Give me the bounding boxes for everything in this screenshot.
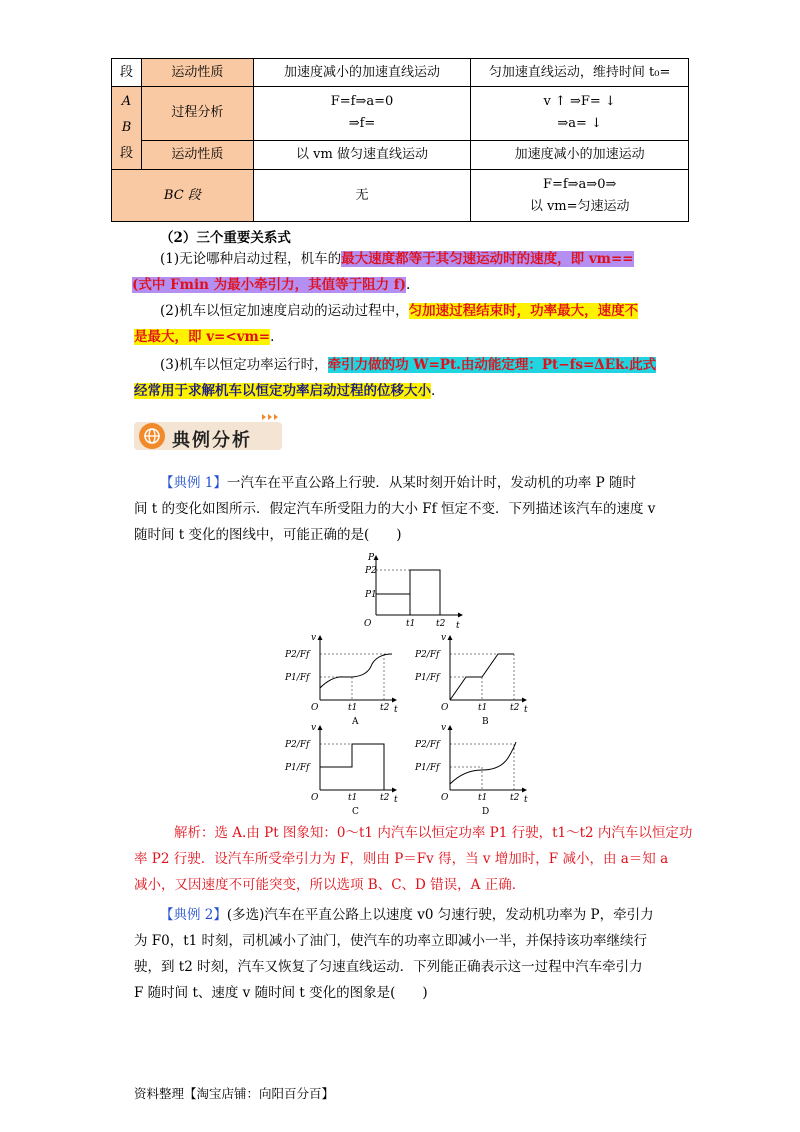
example-tag: 【典例 2】 [160,907,227,923]
axis-label: P [368,553,375,563]
graph-panel-a [284,633,398,727]
origin-label: O [311,703,319,713]
banner-title: 典例分析 [172,430,252,451]
axis-label: v [311,723,317,733]
option-label: A [352,717,359,727]
example-figure [280,548,530,816]
table-cell: 段 [112,59,142,87]
text: . [406,277,411,293]
highlight-text: 匀加速过程结束时，功率最大，速度不 [408,303,639,319]
text: 随时间 t 变化的图线中，可能正确的是( ) [134,527,402,543]
tick-label: P1 [365,590,377,600]
axis-label: v [441,633,447,643]
table-cell: BC 段 [112,170,254,222]
text: 为 F0，t1 时刻，司机减小了油门，使汽车的功率立即减小一半，并保持该功率继续行 [134,933,648,949]
axis-label: t [394,705,398,715]
section-title: （2）三个重要关系式 [160,230,291,246]
highlight-text: 是最大，即 v=<vm= [134,329,271,345]
tick-label: P1/Ff [415,673,440,683]
tick-label: P1/Ff [415,763,440,773]
table-cell: 加速度减小的加速直线运动 [253,59,471,87]
highlight-text: 最大速度都等于其匀速运动时的速度，即 vm== [341,251,634,267]
axis-label: t [394,795,398,805]
tick-label: t1 [406,619,416,629]
tick-label: t2 [380,703,390,713]
tick-label: t1 [478,793,488,803]
text: 率 P2 行驶．设汽车所受牵引力为 F，则由 P＝Fv 得，当 v 增加时，F 减小，由 a＝知 a [134,851,669,867]
tick-label: t2 [380,793,390,803]
text: . [431,383,436,399]
origin-label: O [364,619,372,629]
axis-label: t [524,705,528,715]
text: (3)机车以恒定功率运行时， [160,357,328,373]
graph-panel-c [284,723,398,816]
origin-label: O [441,703,449,713]
tick-label: P2/Ff [285,650,310,660]
option-label: B [482,717,489,727]
text: 减小，又因速度不可能突变，所以选项 B、C、D 错误，A 正确． [134,877,526,893]
option-label: C [352,807,359,816]
text: 一汽车在平直公路上行驶．从某时刻开始计时，发动机的功率 P 随时 [226,475,637,491]
text: 驶，到 t2 时刻，汽车又恢复了匀速直线运动．下列能正确表示这一过程中汽车牵引力 [134,959,643,975]
relation-1 [134,246,674,298]
table-cell [112,87,142,170]
text: (1)无论哪种启动过程，机车的 [160,251,342,267]
text: 间 t 的变化如图所示．假定汽车所受阻力的大小 Ff 恒定不变．下列描述该汽车的速度 v [134,501,656,517]
formula: v ↑ ⇒F= ↓ [543,94,616,110]
text: (多选)汽车在平直公路上以速度 v0 匀速行驶，发动机功率为 P，牵引力 [226,907,654,923]
text: F 随时间 t、速度 v 随时间 t 变化的图象是( ) [134,985,428,1001]
relation-2 [134,298,674,350]
table-cell [471,170,689,222]
segment-label: 段 [119,146,133,161]
tick-label: P2 [365,566,377,576]
graph-panel-d [414,723,528,816]
power-time-graph [364,553,463,631]
origin-label: O [311,793,319,803]
formula: ⇒f= [348,116,376,132]
relation-3 [134,352,674,404]
example-1 [134,470,674,548]
origin-label: O [441,793,449,803]
example-2 [134,902,674,1006]
graph-panel-b [414,633,528,727]
tick-label: P2/Ff [415,650,440,660]
table-row [112,140,689,169]
tick-label: t2 [510,703,520,713]
table-row [112,170,689,222]
tick-label: t2 [436,619,446,629]
table-row [112,87,689,141]
table-cell: 以 vm 做匀速直线运动 [253,140,471,169]
table-cell [471,87,689,141]
table-cell: 过程分析 [141,87,253,141]
table-cell: 运动性质 [141,140,253,169]
tick-label: P2/Ff [415,740,440,750]
formula: F=f⇒a=0 [330,94,394,110]
footer: 资料整理【淘宝店铺：向阳百分百】 [134,1086,335,1101]
table-row [112,59,689,87]
formula: 以 vm=匀速运动 [529,198,630,214]
tick-label: P1/Ff [285,673,310,683]
axis-label: t [456,621,460,631]
section-banner [134,412,286,452]
motion-table [111,58,689,222]
tick-label: t1 [348,793,358,803]
text: 解析：选 A.由 Pt 图象知：0～t1 内汽车以恒定功率 P1 行驶，t1～t2 内汽车以恒定功 [174,825,693,841]
example-tag: 【典例 1】 [160,475,227,491]
segment-letter-a: A [121,94,132,109]
axis-label: v [441,723,447,733]
table-cell [253,87,471,141]
text: (2)机车以恒定加速度启动的运动过程中， [160,303,409,319]
text: . [270,329,275,345]
tick-label: t2 [510,793,520,803]
table-cell: 加速度减小的加速运动 [471,140,689,169]
formula: F=f⇒a⇒0⇒ [542,176,617,192]
highlight-text: 经常用于求解机车以恒定功率启动过程的位移大小 [134,383,431,399]
answer-1 [134,820,693,898]
table-cell: 无 [253,170,471,222]
tick-label: t1 [348,703,358,713]
tick-label: t1 [478,703,488,713]
option-label: D [482,807,490,816]
axis-label: t [524,795,528,805]
highlight-text: (式中 Fmin 为最小牵引力，其值等于阻力 f) [132,277,406,293]
axis-label: v [311,633,317,643]
table-cell: 运动性质 [141,59,253,87]
formula: ⇒a= ↓ [557,116,602,132]
tick-label: P2/Ff [285,740,310,750]
segment-letter-b: B [121,120,132,135]
table-cell: 匀加速直线运动，维持时间 t₀= [471,59,689,87]
tick-label: P1/Ff [285,763,310,773]
highlight-text: 牵引力做的功 W=Pt.由动能定理：Pt−fs=ΔEk.此式 [327,357,657,373]
